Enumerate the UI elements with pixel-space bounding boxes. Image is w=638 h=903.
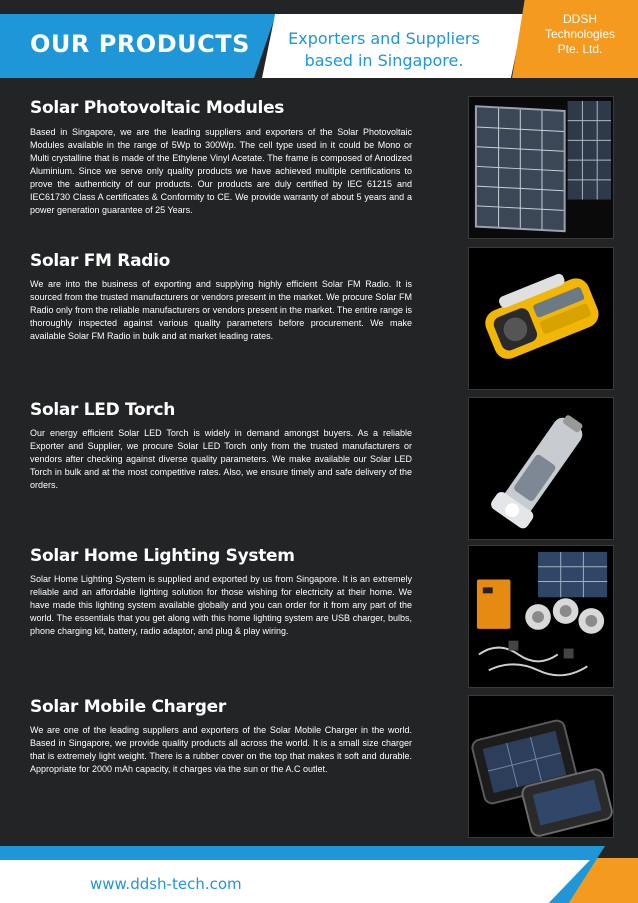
product-description-pv-modules: Based in Singapore, we are the leading suppliers and exporters of the Solar Photovoltaic Modules available in the range of 5Wp to 300Wp. The cell type used in it could be Mono or Multi crystalline that is made of the Ethylene Vinyl Acetate. The frame is composed of Anodized Aluminium. Since we serve only quality products we have achieved multiple certifications to prove the authenticity of our products. Our products are duly certified by IEC 61215 and IEC61730 Class A certificates & Conformity to CE. We provide warranty of about 5 years and a power generation guarantee of 25 Years. [30,127,412,215]
footer-white-band [0,860,590,903]
home-lighting-kit-image [468,545,614,688]
solar-radio-image [468,247,614,390]
product-description-mobile-charger: We are one of the leading suppliers and exporters of the Solar Mobile Charger in the world. Based in Singapore, we provide quality products all across the world. It is a small size charger that is extremely light weight. There is a rubber cover on the top that makes it soft and durable. Appropriate for 2000 mAh capacity, it charges via the sun or the A.C outlet. [30,725,412,774]
product-title-home-lighting: Solar Home Lighting System [30,546,295,566]
solar-panel-image [468,96,614,239]
product-description-led-torch: Our energy efficient Solar LED Torch is widely in demand amongst buyers. As a reliable Exporter and Supplier, we procure Solar LED Torch only from the trusted manufacturers or vendors after checking against diverse quality parameters. We make available our Solar LED Torch in bulk and at the most competitive rates. Also, we ensure timely and safe delivery of the orders. [30,428,412,490]
tagline-line-2: based in Singapore. [304,51,464,70]
website-url[interactable]: www.ddsh-tech.com [90,875,242,893]
tagline-line-1: Exporters and Suppliers [288,29,480,48]
product-description-fm-radio: We are into the business of exporting and supplying highly efficient Solar FM Radio. It is sourced from the trusted manufacturers or vendors present in the market. We procure Solar FM Radio only from the reliable manufacturers or vendors present in the market. The entire range is thoroughly inspected against various quality parameters before procurement. We make available Solar FM Radio in bulk and at market leading rates. [30,279,412,341]
product-title-led-torch: Solar LED Torch [30,400,176,420]
page-title: OUR PRODUCTS [30,30,250,58]
product-title-fm-radio: Solar FM Radio [30,251,171,271]
product-title-mobile-charger: Solar Mobile Charger [30,697,226,717]
led-torch-image [468,397,614,540]
company-line-1: DDSH [562,12,597,26]
mobile-charger-image [468,695,614,838]
company-line-2: Technologies [544,27,616,41]
company-line-3: Pte. Ltd. [557,42,603,56]
product-description-home-lighting: Solar Home Lighting System is supplied and exported by us from Singapore. It is an extremely reliable and an affordable lighting solution for those wishing for electricity at their home. We have made this lighting system available globally and you can order for it from any part of the world. The essentials that you get along with this home lighting system are USB charger, bulbs, phone charging kit, battery, radio adaptor, and plug & play wiring. [30,574,412,636]
product-title-pv-modules: Solar Photovoltaic Modules [30,98,285,118]
header-tagline [276,28,492,72]
company-name [528,12,632,57]
